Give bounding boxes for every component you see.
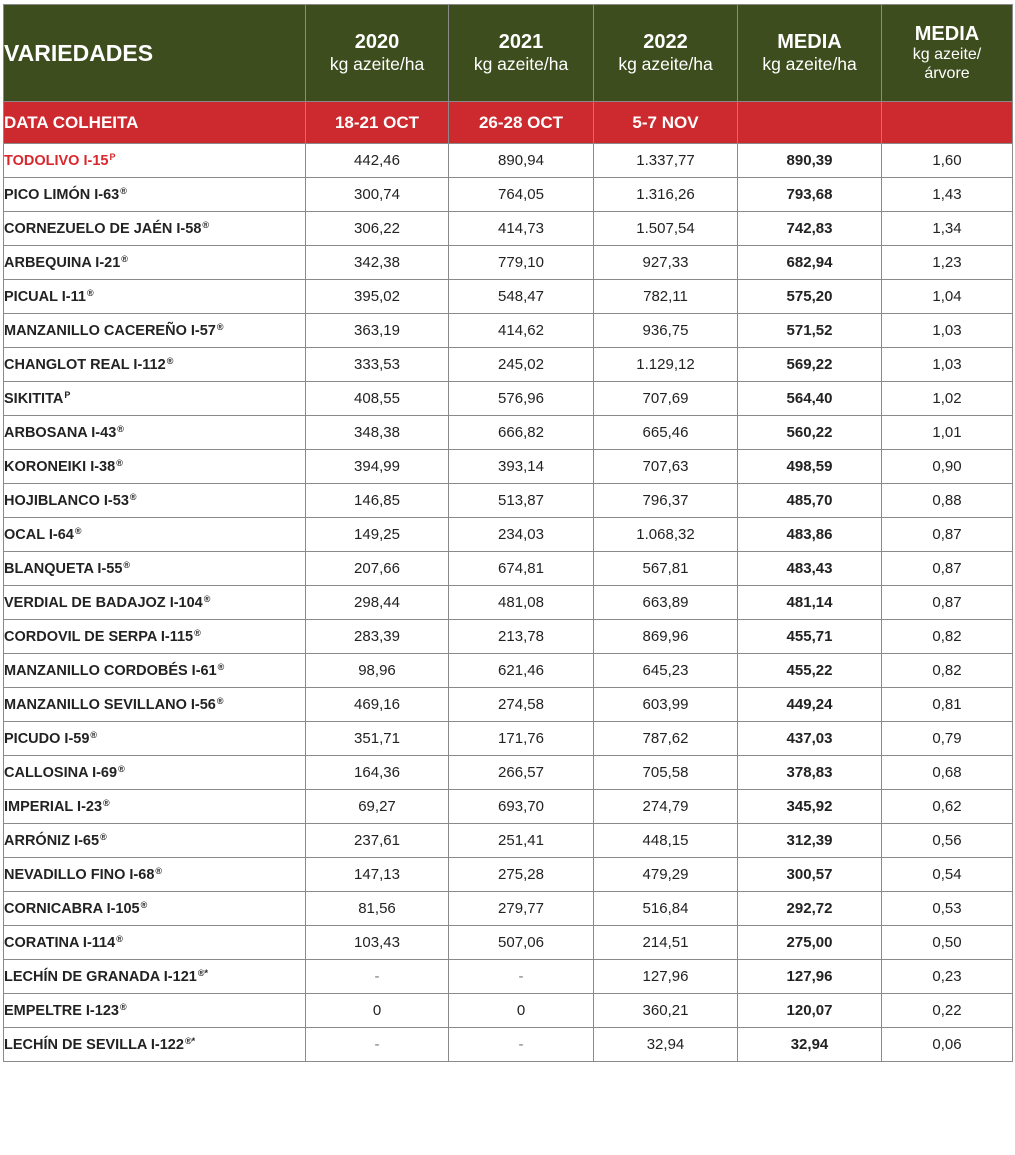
- variety-name: KORONEIKI I-38: [4, 459, 116, 475]
- value-2021-cell: 414,73: [449, 212, 594, 246]
- header-2021-year: 2021: [498, 31, 544, 53]
- value-2021-cell: -: [449, 960, 594, 994]
- registration-mark: ®: [116, 458, 123, 468]
- value-2022-cell: 274,79: [594, 790, 738, 824]
- value-2020-cell: 469,16: [306, 688, 449, 722]
- media-tree-cell: 1,03: [882, 314, 1013, 348]
- value-2020-cell: -: [306, 1028, 449, 1062]
- value-2022-cell: 567,81: [594, 552, 738, 586]
- value-2020-cell: 333,53: [306, 348, 449, 382]
- table-row: [4, 926, 1013, 960]
- registration-mark: ®: [202, 220, 210, 230]
- media-ha-cell: 449,24: [738, 688, 882, 722]
- value-2020-cell: 283,39: [306, 620, 449, 654]
- media-ha-cell: 120,07: [738, 994, 882, 1028]
- variety-name: MANZANILLO SEVILLANO I-56: [4, 697, 216, 713]
- table-row: [4, 756, 1013, 790]
- table-row: [4, 314, 1013, 348]
- harvest-date-2022: 5-7 NOV: [594, 102, 738, 144]
- value-2021-cell: 279,77: [449, 892, 594, 926]
- value-2022-cell: 707,63: [594, 450, 738, 484]
- registration-mark: ®: [203, 594, 211, 604]
- value-2021-cell: 414,62: [449, 314, 594, 348]
- variety-name-cell: [4, 960, 306, 994]
- value-2020-cell: 207,66: [306, 552, 449, 586]
- value-2021-cell: -: [449, 1028, 594, 1062]
- variety-name-cell: [4, 756, 306, 790]
- value-2020-cell: 298,44: [306, 586, 449, 620]
- variety-name: CORNEZUELO DE JAÉN I-58: [4, 221, 202, 237]
- variety-name: PICUDO I-59: [4, 731, 90, 747]
- harvest-date-row: [4, 102, 1013, 144]
- media-tree-cell: 0,82: [882, 654, 1013, 688]
- variety-name-cell: [4, 518, 306, 552]
- table-row: [4, 892, 1013, 926]
- media-tree-cell: 1,23: [882, 246, 1013, 280]
- registration-mark: ®: [120, 186, 127, 196]
- media-ha-cell: 455,71: [738, 620, 882, 654]
- value-2022-cell: 1.337,77: [594, 144, 738, 178]
- media-ha-cell: 498,59: [738, 450, 882, 484]
- value-2021-cell: 507,06: [449, 926, 594, 960]
- value-2021-cell: 779,10: [449, 246, 594, 280]
- variety-name: CALLOSINA I-69: [4, 765, 118, 781]
- media-ha-cell: 575,20: [738, 280, 882, 314]
- variety-name-cell: [4, 824, 306, 858]
- harvest-date-2021: 26-28 OCT: [449, 102, 594, 144]
- variety-name-cell: [4, 178, 306, 212]
- table-header-row: [4, 5, 1013, 102]
- value-2021-cell: 251,41: [449, 824, 594, 858]
- value-2020-cell: 306,22: [306, 212, 449, 246]
- variety-name-cell: [4, 280, 306, 314]
- value-2020-cell: 237,61: [306, 824, 449, 858]
- media-ha-cell: 345,92: [738, 790, 882, 824]
- variety-name: PICO LIMÓN I-63: [4, 187, 120, 203]
- registration-mark: ®: [155, 866, 163, 876]
- media-ha-cell: 32,94: [738, 1028, 882, 1062]
- media-tree-cell: 1,03: [882, 348, 1013, 382]
- header-media-unit: kg azeite/ha: [762, 54, 857, 74]
- registration-mark: ®: [118, 764, 125, 774]
- media-tree-cell: 0,23: [882, 960, 1013, 994]
- table-row: [4, 178, 1013, 212]
- harvest-date-media-tree: [882, 102, 1013, 144]
- variety-name-cell: [4, 926, 306, 960]
- table-row: [4, 212, 1013, 246]
- variety-name: CHANGLOT REAL I-112: [4, 357, 166, 373]
- variety-name-cell: [4, 892, 306, 926]
- value-2020-cell: 146,85: [306, 484, 449, 518]
- media-tree-cell: 0,81: [882, 688, 1013, 722]
- value-2021-cell: 548,47: [449, 280, 594, 314]
- variety-name: MANZANILLO CACEREÑO I-57: [4, 323, 216, 339]
- media-tree-cell: 0,50: [882, 926, 1013, 960]
- variety-name: ARBOSANA I-43: [4, 425, 117, 441]
- value-2021-cell: 481,08: [449, 586, 594, 620]
- media-tree-cell: 1,01: [882, 416, 1013, 450]
- variety-name-cell: [4, 586, 306, 620]
- value-2020-cell: 348,38: [306, 416, 449, 450]
- value-2020-cell: 69,27: [306, 790, 449, 824]
- olive-oil-yield-table: [3, 4, 1013, 1062]
- header-2020-unit: kg azeite/ha: [329, 54, 425, 74]
- registration-mark: ®: [217, 662, 225, 672]
- variety-name: EMPELTRE I-123: [4, 1003, 119, 1019]
- media-tree-cell: 1,04: [882, 280, 1013, 314]
- variety-name: CORNICABRA I-105: [4, 901, 140, 917]
- variety-name-cell: [4, 382, 306, 416]
- variety-name: NEVADILLO FINO I-68: [4, 867, 155, 883]
- value-2020-cell: 442,46: [306, 144, 449, 178]
- registration-mark: ®: [194, 628, 201, 638]
- table-row: [4, 960, 1013, 994]
- registration-mark: ®: [216, 696, 224, 706]
- media-ha-cell: 742,83: [738, 212, 882, 246]
- media-tree-cell: 0,54: [882, 858, 1013, 892]
- table-row: [4, 144, 1013, 178]
- registration-mark: ®: [119, 1002, 127, 1012]
- variety-name: VERDIAL DE BADAJOZ I-104: [4, 595, 203, 611]
- registration-mark: ®: [121, 254, 128, 264]
- varieties-header: VARIEDADES: [4, 5, 306, 102]
- table-row: [4, 348, 1013, 382]
- value-2020-cell: 149,25: [306, 518, 449, 552]
- media-ha-cell: 300,57: [738, 858, 882, 892]
- table-row: [4, 1028, 1013, 1062]
- value-2022-cell: 127,96: [594, 960, 738, 994]
- table-row: [4, 246, 1013, 280]
- media-tree-cell: 0,88: [882, 484, 1013, 518]
- value-2022-cell: 645,23: [594, 654, 738, 688]
- variety-name: OCAL I-64: [4, 527, 74, 543]
- value-2022-cell: 1.316,26: [594, 178, 738, 212]
- table-row: [4, 654, 1013, 688]
- header-2022-year: 2022: [643, 31, 688, 53]
- value-2020-cell: 147,13: [306, 858, 449, 892]
- variety-name-cell: [4, 144, 306, 178]
- media-tree-cell: 0,87: [882, 586, 1013, 620]
- value-2022-cell: 927,33: [594, 246, 738, 280]
- value-2021-cell: 576,96: [449, 382, 594, 416]
- media-ha-cell: 560,22: [738, 416, 882, 450]
- registration-mark: ®: [166, 356, 174, 366]
- variety-name-cell: [4, 246, 306, 280]
- media-ha-cell: 793,68: [738, 178, 882, 212]
- media-tree-cell: 1,60: [882, 144, 1013, 178]
- registration-mark: ®: [117, 424, 124, 434]
- media-tree-cell: 0,82: [882, 620, 1013, 654]
- media-tree-cell: 0,53: [882, 892, 1013, 926]
- media-ha-cell: 437,03: [738, 722, 882, 756]
- variety-name: IMPERIAL I-23: [4, 799, 103, 815]
- variety-name-cell: [4, 552, 306, 586]
- value-2022-cell: 448,15: [594, 824, 738, 858]
- registration-mark: ®: [140, 900, 148, 910]
- value-2020-cell: 351,71: [306, 722, 449, 756]
- variety-name-cell: [4, 790, 306, 824]
- value-2020-cell: 81,56: [306, 892, 449, 926]
- value-2021-cell: 275,28: [449, 858, 594, 892]
- variety-name-cell: [4, 484, 306, 518]
- value-2022-cell: 705,58: [594, 756, 738, 790]
- media-ha-cell: 571,52: [738, 314, 882, 348]
- variety-name: MANZANILLO CORDOBÉS I-61: [4, 663, 217, 679]
- value-2022-cell: 1.068,32: [594, 518, 738, 552]
- variety-name-cell: [4, 722, 306, 756]
- value-2020-cell: 300,74: [306, 178, 449, 212]
- value-2021-cell: 764,05: [449, 178, 594, 212]
- variety-name-cell: [4, 450, 306, 484]
- value-2021-cell: 274,58: [449, 688, 594, 722]
- media-ha-cell: 127,96: [738, 960, 882, 994]
- media-tree-cell: 1,02: [882, 382, 1013, 416]
- registration-mark: ®: [123, 560, 131, 570]
- table-row: [4, 450, 1013, 484]
- header-2022: [594, 5, 738, 102]
- media-ha-cell: 564,40: [738, 382, 882, 416]
- registration-mark: ®*: [197, 968, 208, 978]
- media-ha-cell: 275,00: [738, 926, 882, 960]
- variety-name-cell: [4, 348, 306, 382]
- variety-name-cell: [4, 416, 306, 450]
- table-row: [4, 280, 1013, 314]
- variety-name: TODOLIVO I-15: [4, 153, 109, 169]
- variety-name-cell: [4, 994, 306, 1028]
- media-tree-cell: 0,87: [882, 552, 1013, 586]
- variety-name: ARRÓNIZ I-65: [4, 833, 100, 849]
- registration-mark: ®*: [184, 1036, 196, 1046]
- registration-mark: P: [64, 390, 71, 400]
- value-2022-cell: 707,69: [594, 382, 738, 416]
- table-row: [4, 518, 1013, 552]
- value-2020-cell: 0: [306, 994, 449, 1028]
- variety-name-cell: [4, 212, 306, 246]
- value-2021-cell: 234,03: [449, 518, 594, 552]
- media-ha-cell: 483,86: [738, 518, 882, 552]
- variety-name: LECHÍN DE SEVILLA I-122: [4, 1037, 184, 1053]
- media-ha-cell: 481,14: [738, 586, 882, 620]
- variety-name: SIKITITA: [4, 391, 64, 407]
- table-row: [4, 484, 1013, 518]
- registration-mark: ®: [100, 832, 107, 842]
- value-2021-cell: 393,14: [449, 450, 594, 484]
- value-2021-cell: 693,70: [449, 790, 594, 824]
- value-2021-cell: 213,78: [449, 620, 594, 654]
- header-2021: [449, 5, 594, 102]
- header-media-tree-unit-1: kg azeite/: [912, 46, 982, 63]
- variety-name: ARBEQUINA I-21: [4, 255, 121, 271]
- header-media-tree-label: MEDIA: [914, 23, 980, 45]
- table-row: [4, 416, 1013, 450]
- registration-mark: ®: [129, 492, 137, 502]
- registration-mark: P: [109, 152, 116, 162]
- header-2022-unit: kg azeite/ha: [618, 54, 713, 74]
- variety-name: LECHÍN DE GRANADA I-121: [4, 969, 197, 985]
- header-media: [738, 5, 882, 102]
- value-2020-cell: 408,55: [306, 382, 449, 416]
- registration-mark: ®: [103, 798, 110, 808]
- media-ha-cell: 485,70: [738, 484, 882, 518]
- variety-name-cell: [4, 314, 306, 348]
- table-row: [4, 790, 1013, 824]
- table-row: [4, 722, 1013, 756]
- variety-name-cell: [4, 688, 306, 722]
- value-2021-cell: 890,94: [449, 144, 594, 178]
- media-tree-cell: 0,22: [882, 994, 1013, 1028]
- media-tree-cell: 0,56: [882, 824, 1013, 858]
- value-2022-cell: 782,11: [594, 280, 738, 314]
- value-2022-cell: 516,84: [594, 892, 738, 926]
- value-2020-cell: -: [306, 960, 449, 994]
- registration-mark: ®: [74, 526, 82, 536]
- harvest-date-label: DATA COLHEITA: [4, 102, 306, 144]
- variety-name: CORDOVIL DE SERPA I-115: [4, 629, 194, 645]
- table-row: [4, 552, 1013, 586]
- value-2022-cell: 796,37: [594, 484, 738, 518]
- media-ha-cell: 483,43: [738, 552, 882, 586]
- header-2020-year: 2020: [354, 31, 400, 53]
- media-tree-cell: 0,79: [882, 722, 1013, 756]
- registration-mark: ®: [86, 288, 94, 298]
- header-2021-unit: kg azeite/ha: [473, 54, 569, 74]
- variety-name: CORATINA I-114: [4, 935, 116, 951]
- table-row: [4, 620, 1013, 654]
- value-2021-cell: 674,81: [449, 552, 594, 586]
- value-2021-cell: 0: [449, 994, 594, 1028]
- variety-name: HOJIBLANCO I-53: [4, 493, 129, 509]
- value-2022-cell: 1.129,12: [594, 348, 738, 382]
- media-ha-cell: 569,22: [738, 348, 882, 382]
- header-media-tree: [882, 5, 1013, 102]
- media-ha-cell: 312,39: [738, 824, 882, 858]
- value-2022-cell: 869,96: [594, 620, 738, 654]
- value-2022-cell: 1.507,54: [594, 212, 738, 246]
- value-2021-cell: 171,76: [449, 722, 594, 756]
- media-ha-cell: 890,39: [738, 144, 882, 178]
- value-2022-cell: 665,46: [594, 416, 738, 450]
- table-row: [4, 688, 1013, 722]
- table-row: [4, 586, 1013, 620]
- value-2022-cell: 32,94: [594, 1028, 738, 1062]
- header-2020: [306, 5, 449, 102]
- media-ha-cell: 378,83: [738, 756, 882, 790]
- media-tree-cell: 0,87: [882, 518, 1013, 552]
- table-row: [4, 994, 1013, 1028]
- variety-name-cell: [4, 620, 306, 654]
- table-row: [4, 382, 1013, 416]
- value-2022-cell: 936,75: [594, 314, 738, 348]
- value-2020-cell: 342,38: [306, 246, 449, 280]
- media-tree-cell: 0,62: [882, 790, 1013, 824]
- header-media-tree-unit-2: árvore: [924, 65, 970, 82]
- variety-name: BLANQUETA I-55: [4, 561, 123, 577]
- registration-mark: ®: [116, 934, 123, 944]
- value-2020-cell: 394,99: [306, 450, 449, 484]
- value-2021-cell: 513,87: [449, 484, 594, 518]
- media-ha-cell: 455,22: [738, 654, 882, 688]
- variety-name-cell: [4, 654, 306, 688]
- value-2021-cell: 666,82: [449, 416, 594, 450]
- value-2020-cell: 98,96: [306, 654, 449, 688]
- media-tree-cell: 0,68: [882, 756, 1013, 790]
- table-row: [4, 858, 1013, 892]
- value-2021-cell: 245,02: [449, 348, 594, 382]
- harvest-date-media: [738, 102, 882, 144]
- harvest-date-2020: 18-21 OCT: [306, 102, 449, 144]
- value-2022-cell: 603,99: [594, 688, 738, 722]
- value-2022-cell: 663,89: [594, 586, 738, 620]
- value-2020-cell: 395,02: [306, 280, 449, 314]
- media-tree-cell: 1,34: [882, 212, 1013, 246]
- value-2020-cell: 103,43: [306, 926, 449, 960]
- value-2021-cell: 621,46: [449, 654, 594, 688]
- variety-name: PICUAL I-11: [4, 289, 86, 305]
- media-tree-cell: 0,90: [882, 450, 1013, 484]
- value-2022-cell: 479,29: [594, 858, 738, 892]
- value-2022-cell: 787,62: [594, 722, 738, 756]
- media-ha-cell: 682,94: [738, 246, 882, 280]
- value-2021-cell: 266,57: [449, 756, 594, 790]
- media-ha-cell: 292,72: [738, 892, 882, 926]
- value-2022-cell: 214,51: [594, 926, 738, 960]
- header-media-label: MEDIA: [777, 31, 842, 53]
- media-tree-cell: 0,06: [882, 1028, 1013, 1062]
- variety-name-cell: [4, 1028, 306, 1062]
- variety-name-cell: [4, 858, 306, 892]
- registration-mark: ®: [216, 322, 224, 332]
- value-2020-cell: 164,36: [306, 756, 449, 790]
- media-tree-cell: 1,43: [882, 178, 1013, 212]
- table-row: [4, 824, 1013, 858]
- value-2022-cell: 360,21: [594, 994, 738, 1028]
- value-2020-cell: 363,19: [306, 314, 449, 348]
- registration-mark: ®: [90, 730, 98, 740]
